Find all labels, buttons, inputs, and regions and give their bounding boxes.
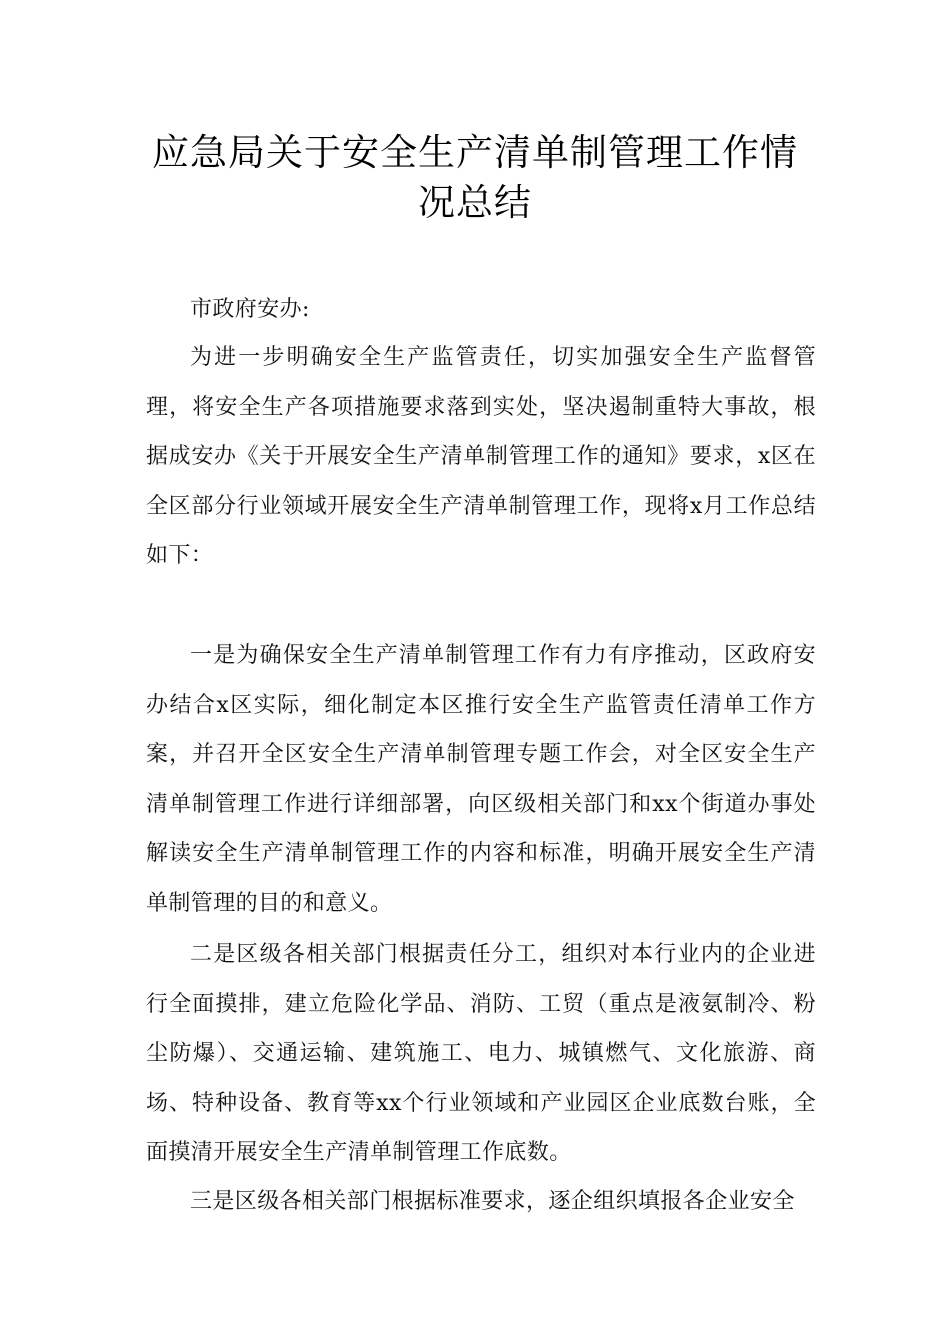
paragraph-intro: 为进一步明确安全生产监管责任，切实加强安全生产监督管理，将安全生产各项措施要求落到实处，坚决遏制重特大事故，根据成安办《关于开展安全生产清单制管理工作的通知》要求，x区在全区部分行业领域开展安全生产清单制管理工作，现将x月工作总结如下： xyxy=(146,345,816,568)
document-title xyxy=(120,128,830,228)
document-title-line-1: 应急局关于安全生产清单制管理工作情 xyxy=(152,131,798,174)
salutation: 市政府安办: xyxy=(190,297,310,322)
paragraph-point-two: 二是区级各相关部门根据责任分工，组织对本行业内的企业进行全面摸排，建立危险化学品、消防、工贸（重点是液氨制冷、粉尘防爆）、交通运输、建筑施工、电力、城镇燃气、文化旅游、商场、特种设备、教育等xx个行业领域和产业园区企业底数台账，全面摸清开展安全生产清单制管理工作底数。 xyxy=(146,942,816,1165)
paragraph-point-three: 三是区级各相关部门根据标准要求，逐企组织填报各企业安全 xyxy=(190,1189,795,1214)
paragraph-point-one: 一是为确保安全生产清单制管理工作有力有序推动，区政府安办结合x区实际，细化制定本区推行安全生产监管责任清单工作方案，并召开全区安全生产清单制管理专题工作会，对全区安全生产清单制管理工作进行详细部署，向区级相关部门和xx个街道办事处解读安全生产清单制管理工作的内容和标准，明确开展安全生产清单制管理的目的和意义。 xyxy=(146,643,816,916)
document-title-line-2: 况总结 xyxy=(418,181,532,224)
